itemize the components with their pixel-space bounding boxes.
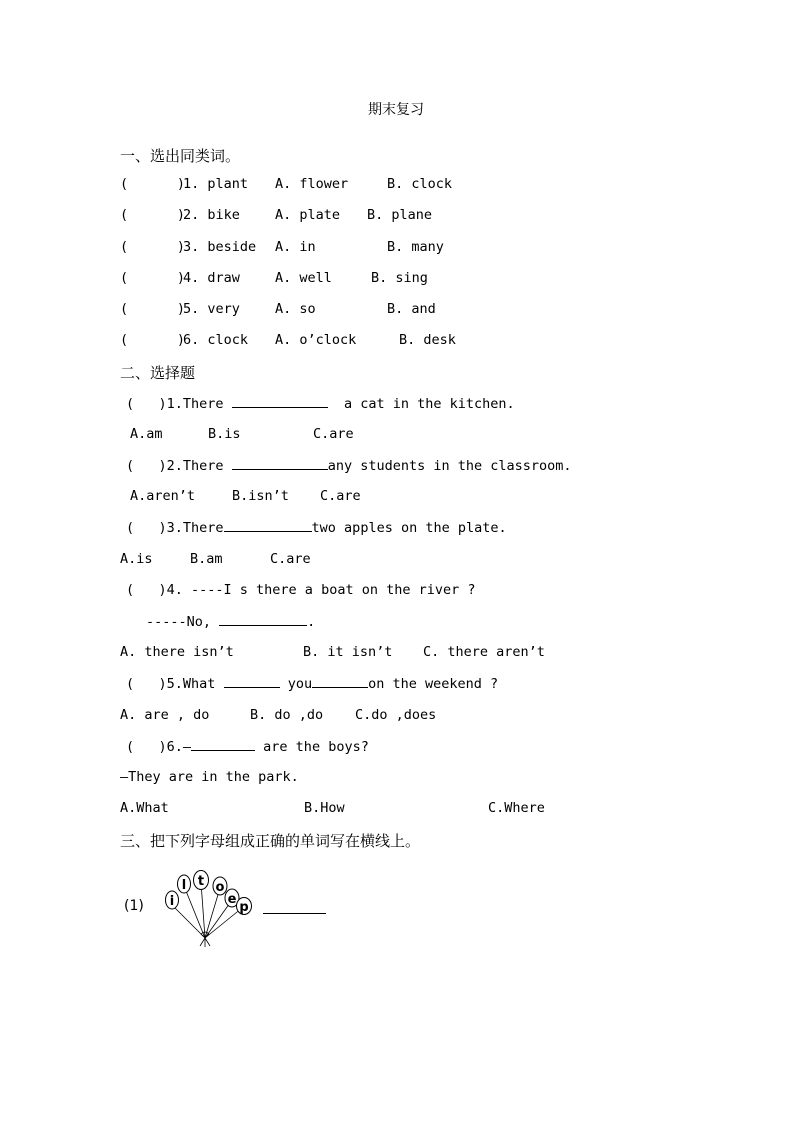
s2-q6-option-a: A.What [120, 800, 169, 816]
s2-q6-tail: are the boys? [263, 739, 369, 755]
s3-item-1-answer-blank[interactable] [263, 900, 326, 914]
balloon-letter-2: l [181, 878, 187, 893]
s2-q3-tail: two apples on the plate. [311, 520, 507, 536]
s1-row-4-paren[interactable]: ( ) [120, 270, 186, 286]
s2-q1-lead: ( )1.There [126, 396, 224, 412]
s2-q4-question: ( )4. ----I s there a boat on the river ? [126, 582, 476, 598]
s2-q5-mid: you [287, 676, 313, 692]
s2-q6-lead: ( )6.— [126, 739, 192, 755]
s1-row-1-option-a: A. flower [275, 176, 349, 192]
s1-row-3-option-b: B. many [387, 239, 444, 255]
s1-row-2-option-a: A. plate [275, 207, 341, 223]
s1-row-6-question: 6. clock [183, 332, 249, 348]
s2-q4-option-b: B. it isn’t [303, 644, 393, 660]
balloon-letter-4: o [215, 880, 225, 895]
s2-q6-line [126, 738, 369, 755]
s2-q1-tail: a cat in the kitchen. [343, 396, 515, 412]
s2-q4-reply-line [146, 613, 315, 630]
s1-row-1-question: 1. plant [183, 176, 249, 192]
s1-row-1-option-b: B. clock [387, 176, 453, 192]
balloon-letter-5: e [227, 892, 237, 907]
s2-q3-lead: ( )3.There [126, 520, 224, 536]
s2-q2-option-a: A.aren’t [130, 488, 196, 504]
s2-q5-blank-1[interactable] [224, 675, 280, 688]
s2-q2-tail: any students in the classroom. [327, 458, 572, 474]
s2-q5-option-b: B. do ,do [250, 707, 324, 723]
s2-q4-option-a: A. there isn’t [120, 644, 234, 660]
s1-row-1-paren[interactable]: ( ) [120, 176, 186, 192]
s2-q1-option-a: A.am [130, 426, 163, 442]
s1-row-3-paren[interactable]: ( ) [120, 239, 186, 255]
s2-q3-option-c: C.are [270, 551, 311, 567]
s1-row-2-question: 2. bike [183, 207, 240, 223]
s2-q3-option-b: B.am [190, 551, 223, 567]
s1-row-4-option-a: A. well [275, 270, 332, 286]
s2-q1-option-c: C.are [313, 426, 354, 442]
s2-q3-blank[interactable] [224, 519, 312, 532]
s2-q2-line [126, 457, 572, 474]
s2-q1-blank[interactable] [232, 395, 328, 408]
s2-q5-option-c: C.do ,does [355, 707, 437, 723]
section3-heading: 三、把下列字母组成正确的单词写在横线上。 [120, 832, 421, 850]
s2-q5-option-a: A. are , do [120, 707, 210, 723]
s1-row-6-option-a: A. o’clock [275, 332, 357, 348]
s2-q2-option-b: B.isn’t [232, 488, 289, 504]
s2-q6-answer: —They are in the park. [120, 769, 299, 785]
s1-row-6-paren[interactable]: ( ) [120, 332, 186, 348]
s2-q2-option-c: C.are [320, 488, 361, 504]
section1-heading: 一、选出同类词。 [120, 147, 241, 165]
s2-q6-option-b: B.How [304, 800, 345, 816]
s2-q3-line [126, 519, 507, 536]
balloon-letter-1: i [169, 894, 175, 909]
s2-q2-blank[interactable] [232, 457, 328, 470]
s2-q4-reply-end: . [307, 614, 316, 630]
s1-row-5-paren[interactable]: ( ) [120, 301, 186, 317]
balloon-bunch-icon [160, 868, 256, 948]
s1-row-3-option-a: A. in [275, 239, 316, 255]
s2-q4-option-c: C. there aren’t [423, 644, 545, 660]
s2-q3-option-a: A.is [120, 551, 153, 567]
s2-q5-blank-2[interactable] [312, 675, 368, 688]
s2-q4-reply: -----No, [146, 614, 212, 630]
s2-q5-tail: on the weekend ? [368, 676, 499, 692]
s2-q5-lead: ( )5.What [126, 676, 216, 692]
s2-q6-blank[interactable] [191, 738, 255, 751]
balloon-letter-6: p [239, 900, 249, 915]
s1-row-6-option-b: B. desk [399, 332, 456, 348]
s1-row-4-question: 4. draw [183, 270, 240, 286]
s1-row-2-paren[interactable]: ( ) [120, 207, 186, 223]
s3-item-1-label: (1) [124, 898, 144, 914]
balloon-letter-3: t [197, 874, 205, 889]
s1-row-5-question: 5. very [183, 301, 240, 317]
s2-q1-line [126, 395, 515, 412]
s2-q6-option-c: C.Where [488, 800, 545, 816]
s1-row-5-option-b: B. and [387, 301, 436, 317]
s2-q4-blank[interactable] [219, 613, 307, 626]
page-title: 期末复习 [368, 102, 424, 118]
s2-q1-option-b: B.is [208, 426, 241, 442]
s1-row-4-option-b: B. sing [371, 270, 428, 286]
s1-row-5-option-a: A. so [275, 301, 316, 317]
s2-q2-lead: ( )2.There [126, 458, 224, 474]
s1-row-3-question: 3. beside [183, 239, 257, 255]
s1-row-2-option-b: B. plane [367, 207, 433, 223]
s2-q5-line [126, 675, 498, 692]
section2-heading: 二、选择题 [120, 364, 196, 382]
